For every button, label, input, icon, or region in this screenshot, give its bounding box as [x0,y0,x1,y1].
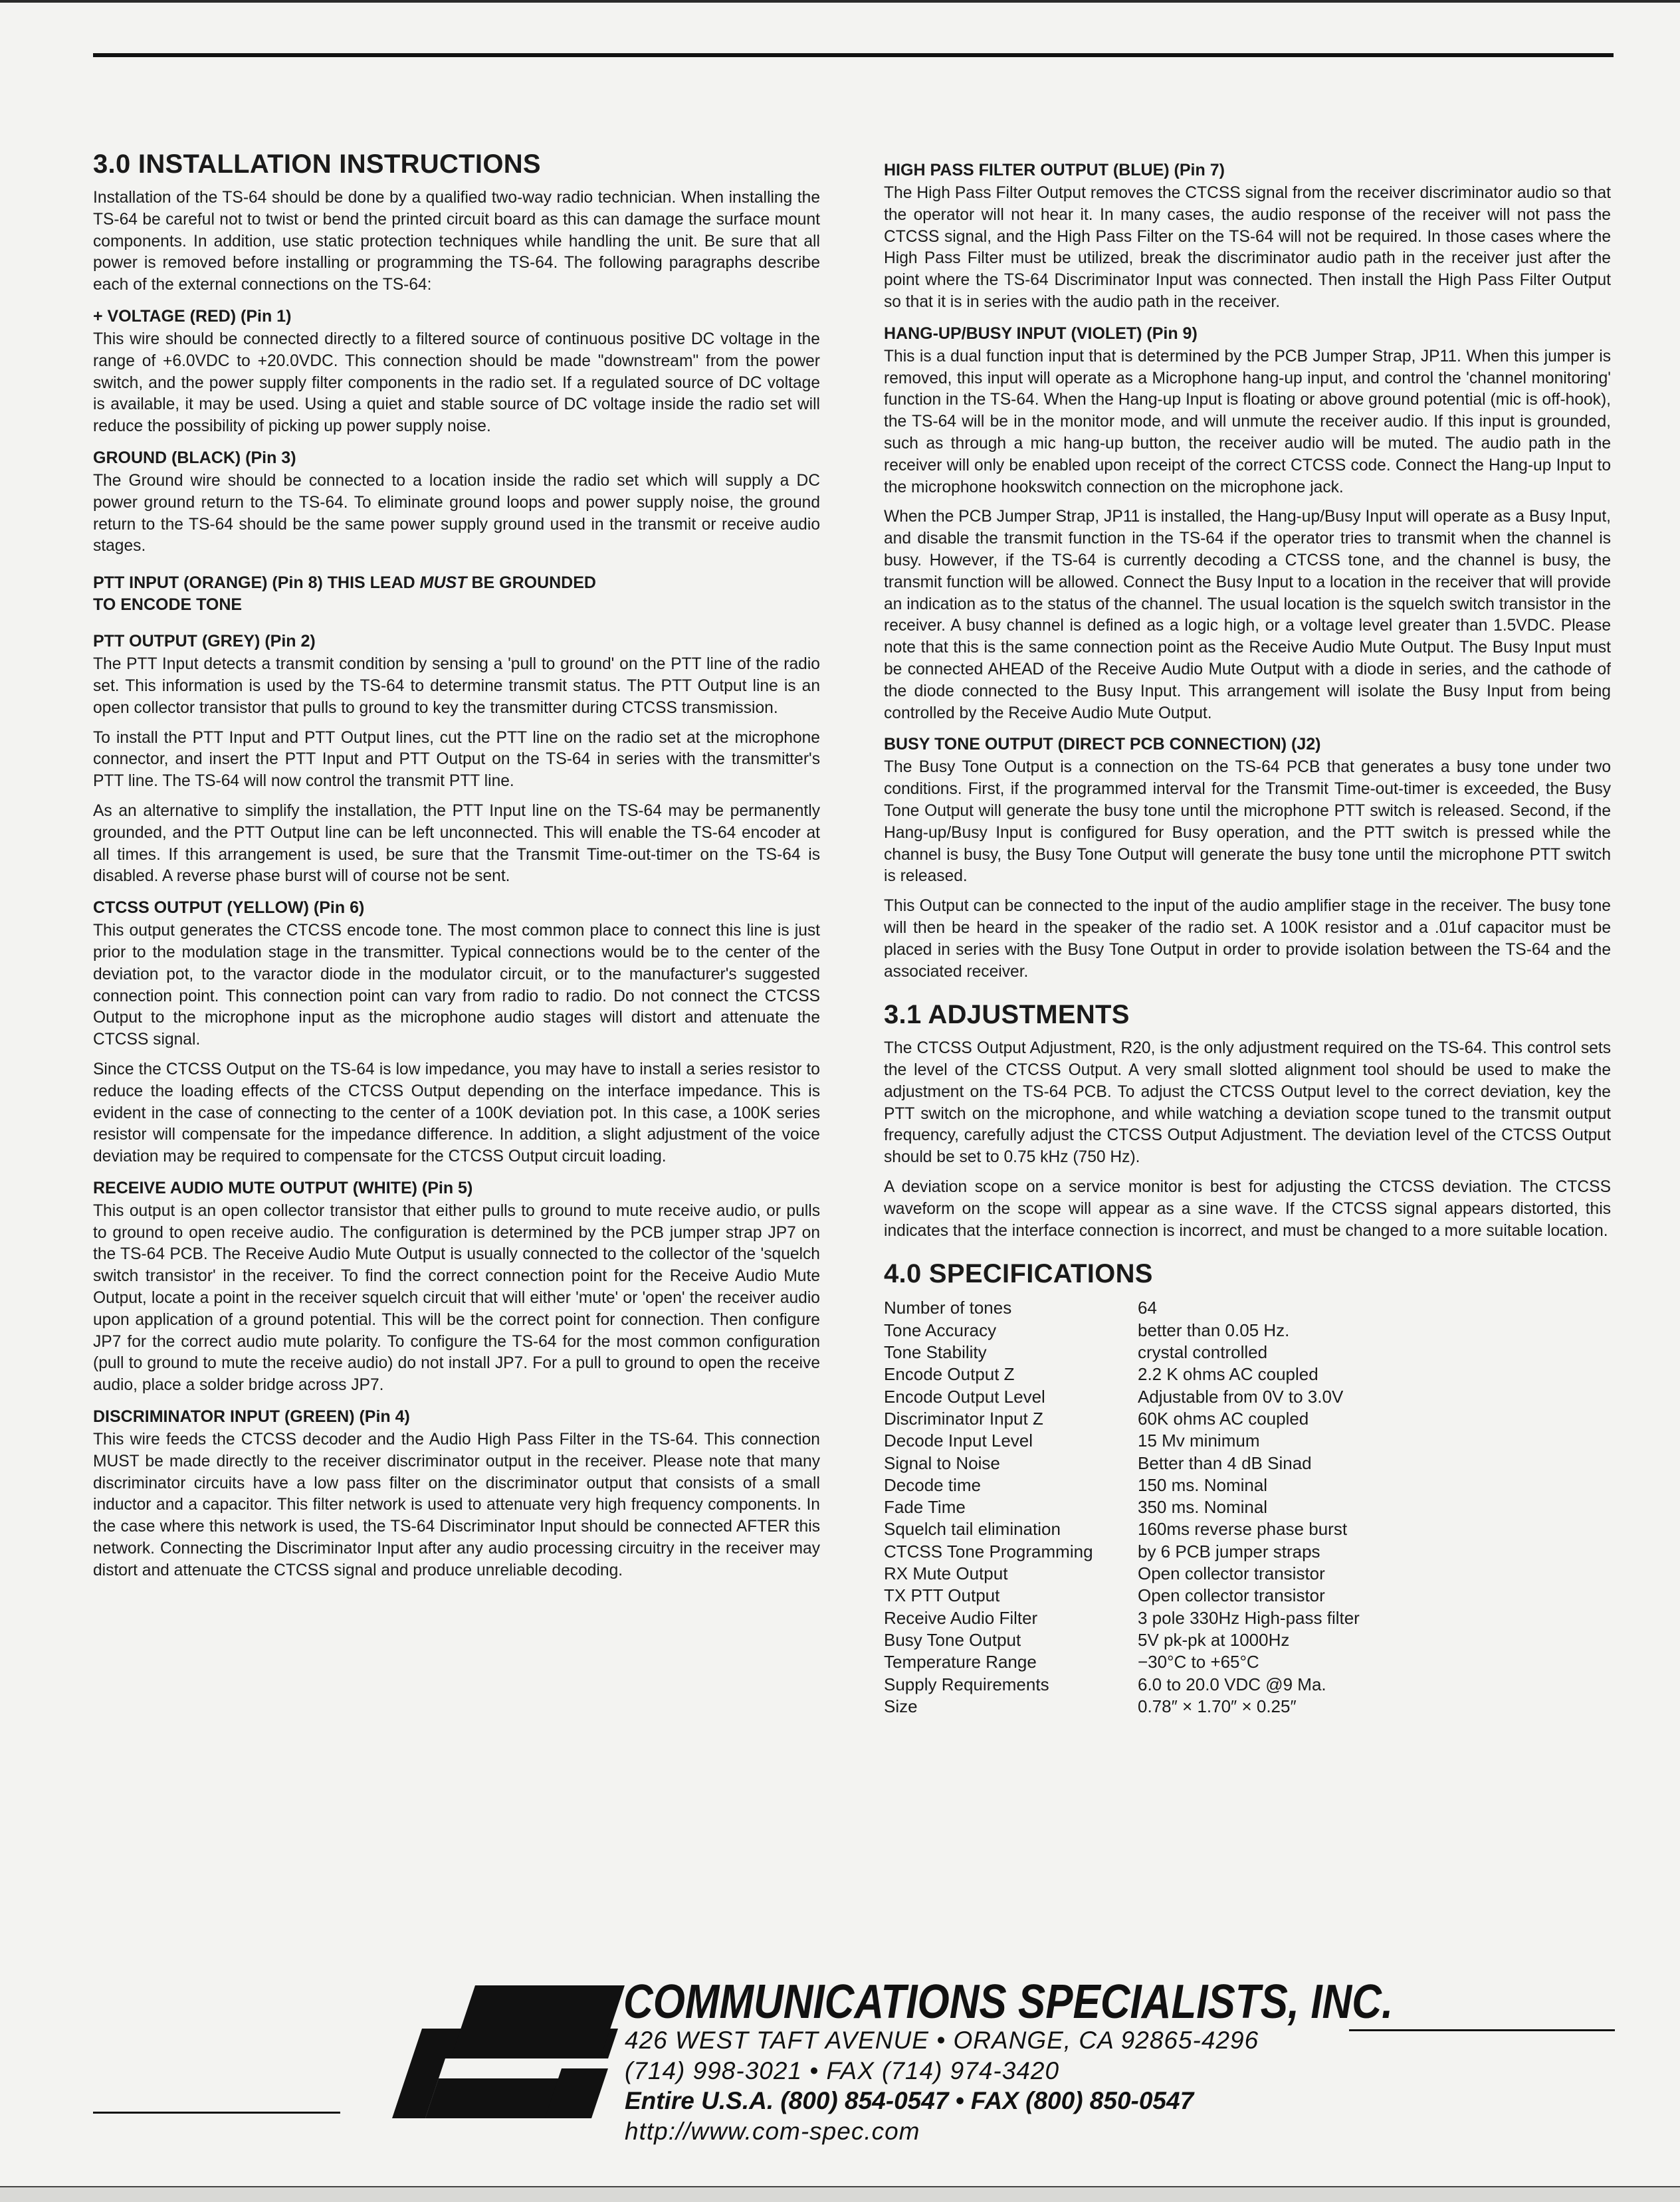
ptt-output-body-3: As an alternative to simplify the installation, the PTT Input line on the TS-64 may be permanently grounded, and the PTT Output line can be left unconnected. This will enable the TS-64 encoder at all times. If this arrangement is used, be sure that the Transmit Time-out-timer on the TS-64 is disabled. A reverse phase burst will of course not be sent. [93,801,820,886]
spec-value: 150 ms. Nominal [1138,1474,1268,1495]
ptt-output-body-2: To install the PTT Input and PTT Output lines, cut the PTT line on the radio set at the microphone connector, and insert the PTT Input and PTT Output on the TS-64 in series with the transmitter's PTT line. The TS-64 will now control the transmit PTT line. [93,728,820,791]
spec-value: 0.78″ × 1.70″ × 0.25″ [1138,1696,1297,1716]
spec-label: Temperature Range [884,1652,1037,1672]
spec-value: by 6 PCB jumper straps [1138,1541,1320,1561]
spec-row [884,1696,1360,1718]
ptt-input-heading-must: MUST [419,573,467,593]
voltage-heading: + VOLTAGE (RED) (Pin 1) [93,306,292,326]
spec-label: Signal to Noise [884,1452,1000,1473]
hpf-heading: HIGH PASS FILTER OUTPUT (BLUE) (Pin 7) [884,161,1225,179]
ctcss-output-body-1: This output generates the CTCSS encode tone. The most common place to connect this line is just prior to the modulation stage in the transmitter. Typical connections would be to the center of the deviation pot, to the varactor diode in the modulator circuit, or to the manufacturer's suggested connection point. This connection point can vary from radio to radio. Do not connect the CTCSS Output to the microphone input as the microphone audio stages will distort and attenuate the CTCSS signal. [93,922,820,1049]
specifications-heading: 4.0 SPECIFICATIONS [884,1259,1153,1289]
adjustments-body-2: A deviation scope on a service monitor is best for adjusting the CTCSS deviation. The CTCSS waveform on the scope will appear as a sine wave. If the CTCSS signal appears distorted, this indicates that the interface connection is incorrect, and must be changed to a more suitable location. [884,1178,1611,1240]
spec-row [884,1674,1360,1696]
spec-label: Decode Input Level [884,1431,1033,1451]
spec-label: Encode Output Level [884,1386,1045,1407]
spec-row [884,1363,1360,1385]
spec-row [884,1629,1360,1651]
spec-value: 3 pole 330Hz High-pass filter [1138,1607,1360,1628]
spec-row [884,1651,1360,1673]
spec-label: Fade Time [884,1497,966,1518]
spec-row [884,1320,1360,1342]
hangup-body-1: This is a dual function input that is determined by the PCB Jumper Strap, JP11. When this jumper is removed, this input will operate as a Microphone hang-up input, and control the 'channel monitoring' function in the TS-64. When the Hang-up Input is floating or above ground potential (mic is off-hook), the TS-64 will be in the monitor mode, and will unmute the receiver audio. If this input is grounded, such as through a mic hang-up button, the receiver audio will be muted. The audio path in the receiver will only be enabled upon receipt of the correct CTCSS code. Connect the Hang-up Input to the microphone hookswitch connection on the microphone jack. [884,347,1611,496]
spec-row [884,1607,1360,1629]
ptt-input-heading-d: TO ENCODE TONE [93,595,243,615]
spec-row [884,1342,1360,1363]
spec-row [884,1386,1360,1408]
spec-row [884,1474,1360,1496]
ctcss-output-body-2: Since the CTCSS Output on the TS-64 is low impedance, you may have to install a series resistor to reduce the loading effects of the CTCSS Output depending on the interface impedance. This is evident in the case of connecting to the center of a 100K deviation pot. In this case, a 100K series resistor will compensate for the impedance difference. In addition, a slight adjustment of the voice deviation may be required to compensate for the CTCSS Output circuit loading. [93,1060,820,1166]
spec-label: Size [884,1696,918,1716]
ground-body: The Ground wire should be connected to a location inside the radio set which will supply a DC power ground return to the TS-64. To eliminate ground loops and power supply noise, the ground return to the TS-64 should be the same power supply ground used in the transmit or receive audio stages. [93,471,820,555]
installation-heading: 3.0 INSTALLATION INSTRUCTIONS [93,150,541,179]
spec-value: better than 0.05 Hz. [1138,1320,1290,1340]
specifications-table [884,1297,1360,1718]
spec-row [884,1496,1360,1518]
spec-label: Decode time [884,1474,981,1495]
spec-label: Squelch tail elimination [884,1519,1061,1540]
mute-output-body: This output is an open collector transistor that either pulls to ground to mute receive audio, or pulls to ground to open receive audio. The configuration is determined by the PCB jumper strap JP7 on the TS-64 PCB. The Receive Audio Mute Output is usually connected to the collector of the 'squelch switch transistor' in the receiver. To find the correct connection point for the Receive Audio Mute Output, locate a point in the receiver squelch circuit that will either 'mute' or 'open' the receiver audio upon application of a ground potential. This will be the correct point for connection. Then configure JP7 for the correct audio mute polarity. To configure the TS-64 for the most common configuration (pull to ground to mute the receive audio) do not install JP7. For a pull to ground to open the receive audio, place a solder bridge across JP7. [93,1201,820,1395]
footer-rule-right [1349,2029,1615,2031]
spec-row [884,1563,1360,1585]
spec-value: 64 [1138,1298,1157,1318]
company-website: http://www.com-spec.com [625,2118,920,2145]
busy-tone-body-2: This Output can be connected to the input of the audio amplifier stage in the receiver. The busy tone will then be heard in the speaker of the radio set. A 100K resistor and a .01uf capacitor must be placed in series with the Busy Tone Output in order to provide isolation between the TS-64 and the associated receiver. [884,897,1611,981]
voltage-body: This wire should be connected directly to a filtered source of continuous positive DC voltage in the range of +6.0VDC to +20.0VDC. This connection should be made "downstream" from the power switch, and the power supply filter components in the radio set. If a regulated source of DC voltage is available, it may be used. Using a quiet and stable source of DC voltage inside the radio set will reduce the possibility of picking up power supply noise. [93,330,820,436]
right-column [884,159,1611,1718]
mute-output-heading: RECEIVE AUDIO MUTE OUTPUT (WHITE) (Pin 5) [93,1178,473,1197]
spec-label: Receive Audio Filter [884,1607,1038,1628]
spec-value: Adjustable from 0V to 3.0V [1138,1386,1344,1407]
hpf-body: The High Pass Filter Output removes the CTCSS signal from the receiver discriminator audio so that the operator will not hear it. In many cases, the audio response of the receiver will not pass the CTCSS signal, and the High Pass Filter on the TS-64 will not be required. In those cases where the High Pass Filter must be utilized, break the discriminator audio path in the receiver just after the point where the TS-64 Discriminator Input was connected. Then install the High Pass Filter Output so that it is in series with the audio path in the receiver. [884,184,1611,311]
spec-value: Better than 4 dB Sinad [1138,1452,1312,1473]
top-rule [93,53,1614,57]
left-column [93,150,820,1590]
page-bottom-edge [0,2186,1680,2202]
spec-label: Supply Requirements [884,1674,1049,1694]
spec-value: 15 Mv minimum [1138,1431,1260,1451]
hangup-body-2: When the PCB Jumper Strap, JP11 is installed, the Hang-up/Busy Input will operate as a Busy Input, and disable the transmit function in the TS-64 if the operator tries to transmit when the channel is busy. However, if the TS-64 is currently decoding a CTCSS tone, and the channel is busy, the transmit function will be allowed. Connect the Busy Input to a location in the receiver that will provide an indication as to the status of the channel. The usual location is the squelch switch transistor in the receiver. A busy channel is defined as a logic high, or a voltage level greater than 1.5VDC. Please note that this is the same connection point as the Receive Audio Mute Output. The Busy Input must be connected AHEAD of the Receive Audio Mute Output with a diode in series, and the cathode of the diode connected to the Busy Input. This arrangement will isolate the Busy Input from being controlled by the Receive Audio Mute Output. [884,508,1611,722]
busy-tone-body-1: The Busy Tone Output is a connection on the TS-64 PCB that generates a busy tone under two conditions. First, if the programmed interval for the Transmit Time-out-timer is exceeded, the Busy Tone Output will generate the busy tone until the microphone PTT switch is released. Second, if the Hang-up/Busy Input is configured for Busy operation, and the PTT switch is pressed while the channel is busy, the Busy Tone Output will generate the busy tone until the microphone PTT switch is released. [884,758,1611,886]
page-top-edge [0,0,1680,3]
spec-row [884,1541,1360,1563]
spec-row [884,1452,1360,1474]
adjustments-heading: 3.1 ADJUSTMENTS [884,1000,1130,1030]
spec-row [884,1518,1360,1540]
discriminator-body: This wire feeds the CTCSS decoder and the Audio High Pass Filter in the TS-64. This connection MUST be made directly to the receiver discriminator output in the receiver. Please note that many discriminator circuits have a low pass filter on the discriminator output that consists of a small inductor and a capacitor. This filter network is used to attenuate very high frequency components. In the case where this network is used, the TS-64 Discriminator Input should be connected AFTER this network. Connecting the Discriminator Input after any audio processing circuitry in the receiver may distort and attenuate the CTCSS signal and produce unreliable decoding. [93,1431,820,1579]
spec-value: crystal controlled [1138,1342,1268,1363]
spec-label: Tone Stability [884,1342,987,1363]
spec-row [884,1297,1360,1319]
spec-label: RX Mute Output [884,1563,1008,1584]
spec-value: 2.2 K ohms AC coupled [1138,1364,1318,1385]
company-address: 426 WEST TAFT AVENUE • ORANGE, CA 92865-4296 [625,2027,1259,2054]
spec-label: Number of tones [884,1298,1012,1318]
company-name: COMMUNICATIONS SPECIALISTS, INC. [623,1975,1394,2029]
spec-label: Encode Output Z [884,1364,1015,1385]
footer-rule-left [93,2112,340,2114]
installation-intro: Installation of the TS-64 should be done by a qualified two-way radio technician. When installing the TS-64 be careful not to twist or bend the printed circuit board as this can damage the surface mount components. In addition, use static protection techniques while handling the unit. Be sure that all power is removed before installing or programming the TS-64. The following paragraphs describe each of the external connections on the TS-64: [93,189,820,294]
spec-label: TX PTT Output [884,1585,1000,1606]
spec-label: CTCSS Tone Programming [884,1541,1093,1561]
ptt-input-heading-a: PTT INPUT (ORANGE) (Pin 8) THIS LEAD [93,573,420,593]
ptt-input-heading [93,572,820,616]
spec-row [884,1408,1360,1430]
csi-logo-icon [346,1979,645,2145]
busy-tone-heading: BUSY TONE OUTPUT (DIRECT PCB CONNECTION) (J2) [884,735,1321,754]
spec-label: Busy Tone Output [884,1629,1021,1650]
ground-heading: GROUND (BLACK) (Pin 3) [93,448,296,467]
hangup-heading: HANG-UP/BUSY INPUT (VIOLET) (Pin 9) [884,324,1198,343]
ctcss-output-heading: CTCSS OUTPUT (YELLOW) (Pin 6) [93,898,365,918]
ptt-output-body-1: The PTT Input detects a transmit condition by sensing a 'pull to ground' on the PTT line of the radio set. This information is used by the TS-64 to determine transmit status. The PTT Output line is an open collector transistor that pulls to ground to key the transmitter during CTCSS transmission. [93,655,820,717]
company-phone: (714) 998-3021 • FAX (714) 974-3420 [625,2057,1060,2084]
spec-label: Tone Accuracy [884,1320,997,1340]
spec-value: 6.0 to 20.0 VDC @9 Ma. [1138,1674,1326,1694]
spec-value: Open collector transistor [1138,1585,1325,1606]
company-toll-free: Entire U.S.A. (800) 854-0547 • FAX (800) 850-0547 [625,2087,1194,2114]
spec-value: 60K ohms AC coupled [1138,1408,1309,1429]
spec-row [884,1585,1360,1607]
ptt-output-heading: PTT OUTPUT (GREY) (Pin 2) [93,632,316,651]
ptt-input-heading-c: BE GROUNDED [467,573,596,593]
spec-row [884,1430,1360,1452]
discriminator-heading: DISCRIMINATOR INPUT (GREEN) (Pin 4) [93,1407,410,1427]
spec-value: Open collector transistor [1138,1563,1325,1584]
adjustments-body-1: The CTCSS Output Adjustment, R20, is the only adjustment required on the TS-64. This control sets the level of the CTCSS Output. A very small slotted alignment tool should be used to make the adjustment on the TS-64 PCB. To adjust the CTCSS Output level to the correct deviation, key the PTT switch on the microphone, and while watching a deviation scope tuned to the transmit output frequency, carefully adjust the CTCSS Output Adjustment. The deviation level of the CTCSS Output should be set to 0.75 kHz (750 Hz). [884,1039,1611,1167]
spec-value: 5V pk-pk at 1000Hz [1138,1629,1290,1650]
spec-value: 160ms reverse phase burst [1138,1519,1348,1540]
spec-value: −30°C to +65°C [1138,1652,1259,1672]
spec-value: 350 ms. Nominal [1138,1497,1268,1518]
spec-label: Discriminator Input Z [884,1408,1043,1429]
